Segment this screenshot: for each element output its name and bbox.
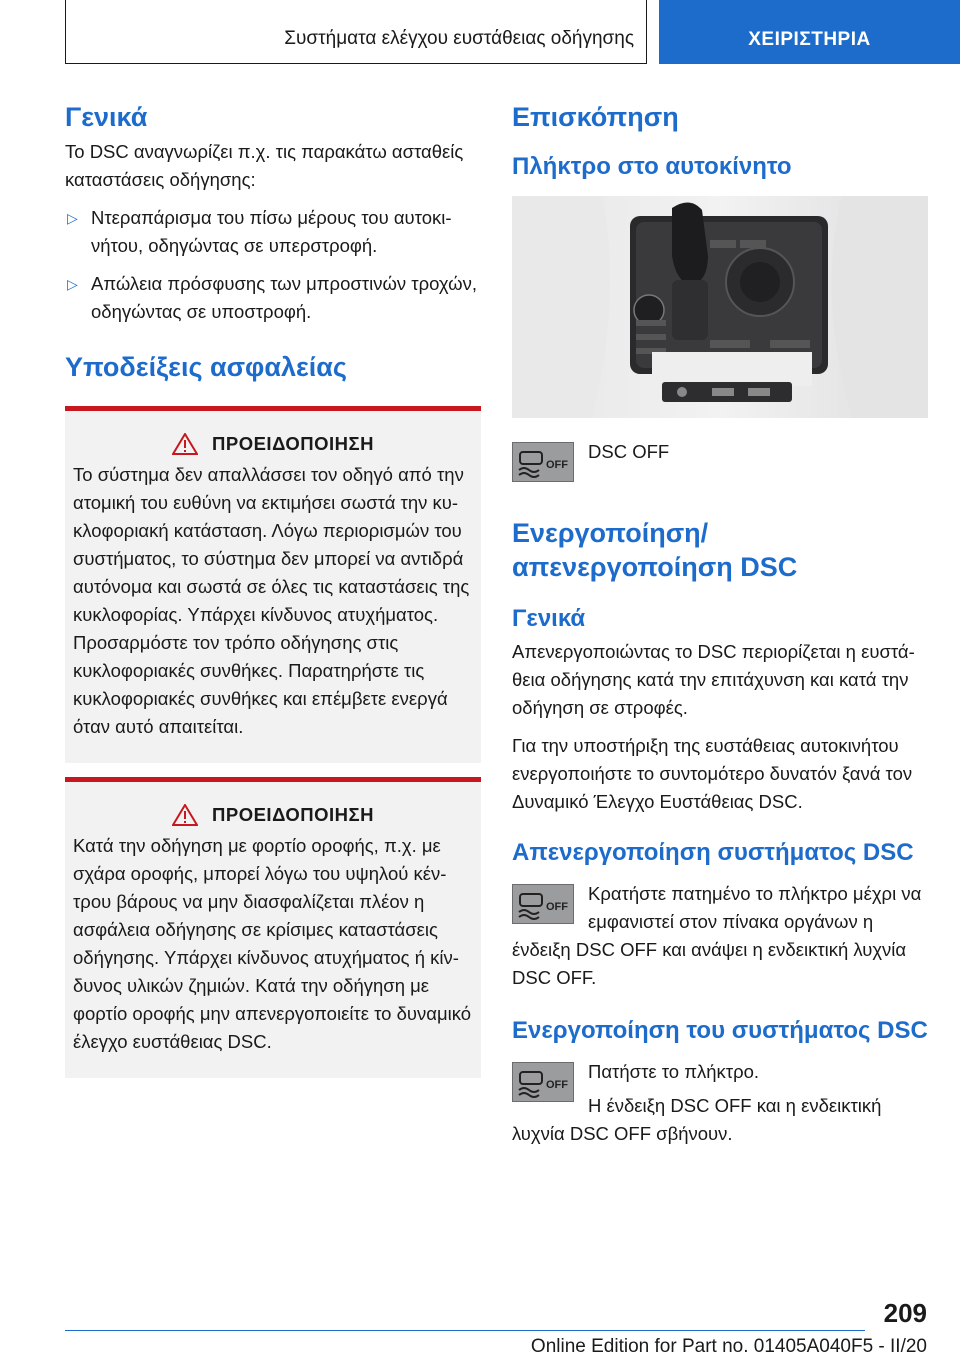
warning-box (65, 777, 481, 1078)
bullet-list (65, 204, 481, 326)
deactivate-heading: Απενεργοποίηση συστήματος DSC (512, 839, 914, 866)
safety-heading: Υποδείξεις ασφαλείας (65, 352, 347, 382)
warning-title: ΠΡΟΕΙΔΟΠΟΙΗΣΗ (212, 433, 374, 454)
activation-heading: Ενεργοποίηση/απενεργοποίηση DSC (512, 518, 798, 582)
dsc-off-button-icon (512, 884, 574, 924)
center-console-image (512, 196, 928, 418)
general-text: Το DSC αναγνωρίζει π.χ. τις παρακάτω ασταθείς καταστάσεις οδήγησης: (65, 141, 464, 190)
left-column (65, 100, 481, 1078)
triangle-bullet-icon: ▷ (67, 276, 78, 292)
svg-text:OFF: OFF (546, 459, 568, 471)
center-console-photo (512, 196, 928, 418)
chapter-title: Συστήματα ελέγχου ευστάθειας οδήγησης (284, 28, 634, 49)
warning-title: ΠΡΟΕΙΔΟΠΟΙΗΣΗ (212, 804, 374, 825)
deactivate-block (512, 880, 928, 992)
list-item: ▷ Απώλεια πρόσφυσης των μπροστινών τροχών, οδηγώντας σε υποστροφή. (65, 270, 481, 326)
footer-edition: Online Edition for Part no. 01405A040F5 - II/20 (530, 1336, 927, 1357)
general-paragraph-1: Απενεργοποιώντας το DSC περιορίζεται η ευστάθεια οδήγησης κατά την επιτάχυνση και κατά την οδήγηση σε στροφές. (512, 641, 915, 718)
footer-divider (65, 1330, 865, 1331)
general-subheading: Γενικά (512, 605, 586, 632)
general-paragraph-2: Για την υποστήριξη της ευστάθειας αυτοκινήτου ενεργοποιήστε το συντομότερο δυνατόν ξανά τον Δυναμικό Έλεγχο Ευστάθειας DSC. (512, 735, 913, 812)
warning-box (65, 406, 481, 763)
dsc-off-button-icon (512, 442, 574, 482)
dsc-off-button-row (512, 438, 928, 482)
right-column (512, 100, 928, 1148)
activate-text-1: Πατήστε το πλήκτρο. (588, 1061, 760, 1082)
overview-heading: Επισκόπηση (512, 102, 679, 132)
general-heading: Γενικά (65, 102, 148, 132)
button-heading: Πλήκτρο στο αυτοκίνητο (512, 153, 792, 180)
header-chapter-box (65, 0, 647, 64)
page-number: 209 (883, 1298, 927, 1328)
page-header (65, 0, 960, 66)
warning-text: Το σύστημα δεν απαλλάσσει τον οδηγό από την ατομική του ευθύνη να εκτιμήσει σωστά την κυκλοφοριακή κατάσταση. Λόγω περιορισμών του συστήματος, το σύστημα δεν μπορεί να αντιδρά αυτόνομα και σωστά σε όλες τις καταστάσεις της κυκλοφορίας. Υπάρχει κίνδυνος ατυχήματος. Προσαρμόστε τον τρόπο οδήγησης στις κυκλοφοριακές συνθήκες. Παρατηρήστε τις κυκλοφοριακές συνθήκες και επέμβετε ενεργά όταν αυτό απαιτείται. (73, 464, 470, 737)
activate-text-2: Η ένδειξη DSC OFF και η ενδεικτική λυχνία DSC OFF σβήνουν. (512, 1095, 882, 1144)
svg-text:OFF: OFF (546, 901, 568, 913)
activate-heading: Ενεργοποίηση του συστήματος DSC (512, 1017, 928, 1044)
svg-text:OFF: OFF (546, 1079, 568, 1091)
deactivate-text: Κρατήστε πατημένο το πλήκτρο μέχρι να εμφανιστεί στον πίνακα οργάνων η ένδειξη DSC OFF και ανάψει η ενδεικτική λυχνία DSC OFF. (512, 883, 922, 988)
section-tab (659, 0, 960, 64)
activate-block (512, 1058, 928, 1148)
triangle-bullet-icon: ▷ (67, 210, 78, 226)
dsc-off-button-label: DSC OFF (588, 441, 670, 462)
list-item: ▷ Ντεραπάρισμα του πίσω μέρους του αυτοκινήτου, οδηγώντας σε υπερστροφή. (65, 204, 481, 260)
warning-triangle-icon (172, 804, 198, 826)
warning-triangle-icon (172, 433, 198, 455)
dsc-off-button-icon (512, 1062, 574, 1102)
section-tab-label: ΧΕΙΡΙΣΤΗΡΙΑ (748, 29, 871, 50)
warning-text: Κατά την οδήγηση με φορτίο οροφής, π.χ. με σχάρα οροφής, μπορεί λόγω του υψηλού κέντρου βάρους να μην διασφαλίζεται πλέον η ασφάλεια οδήγησης σε κρίσιμες καταστάσεις οδήγησης. Υπάρχει κίνδυνος ατυχήματος ή κίνδυνος υλικών ζημιών. Κατά την οδήγηση με φορτίο οροφής μην απενεργοποιείτε το δυναμικό έλεγχο ευστάθειας DSC. (73, 835, 472, 1052)
